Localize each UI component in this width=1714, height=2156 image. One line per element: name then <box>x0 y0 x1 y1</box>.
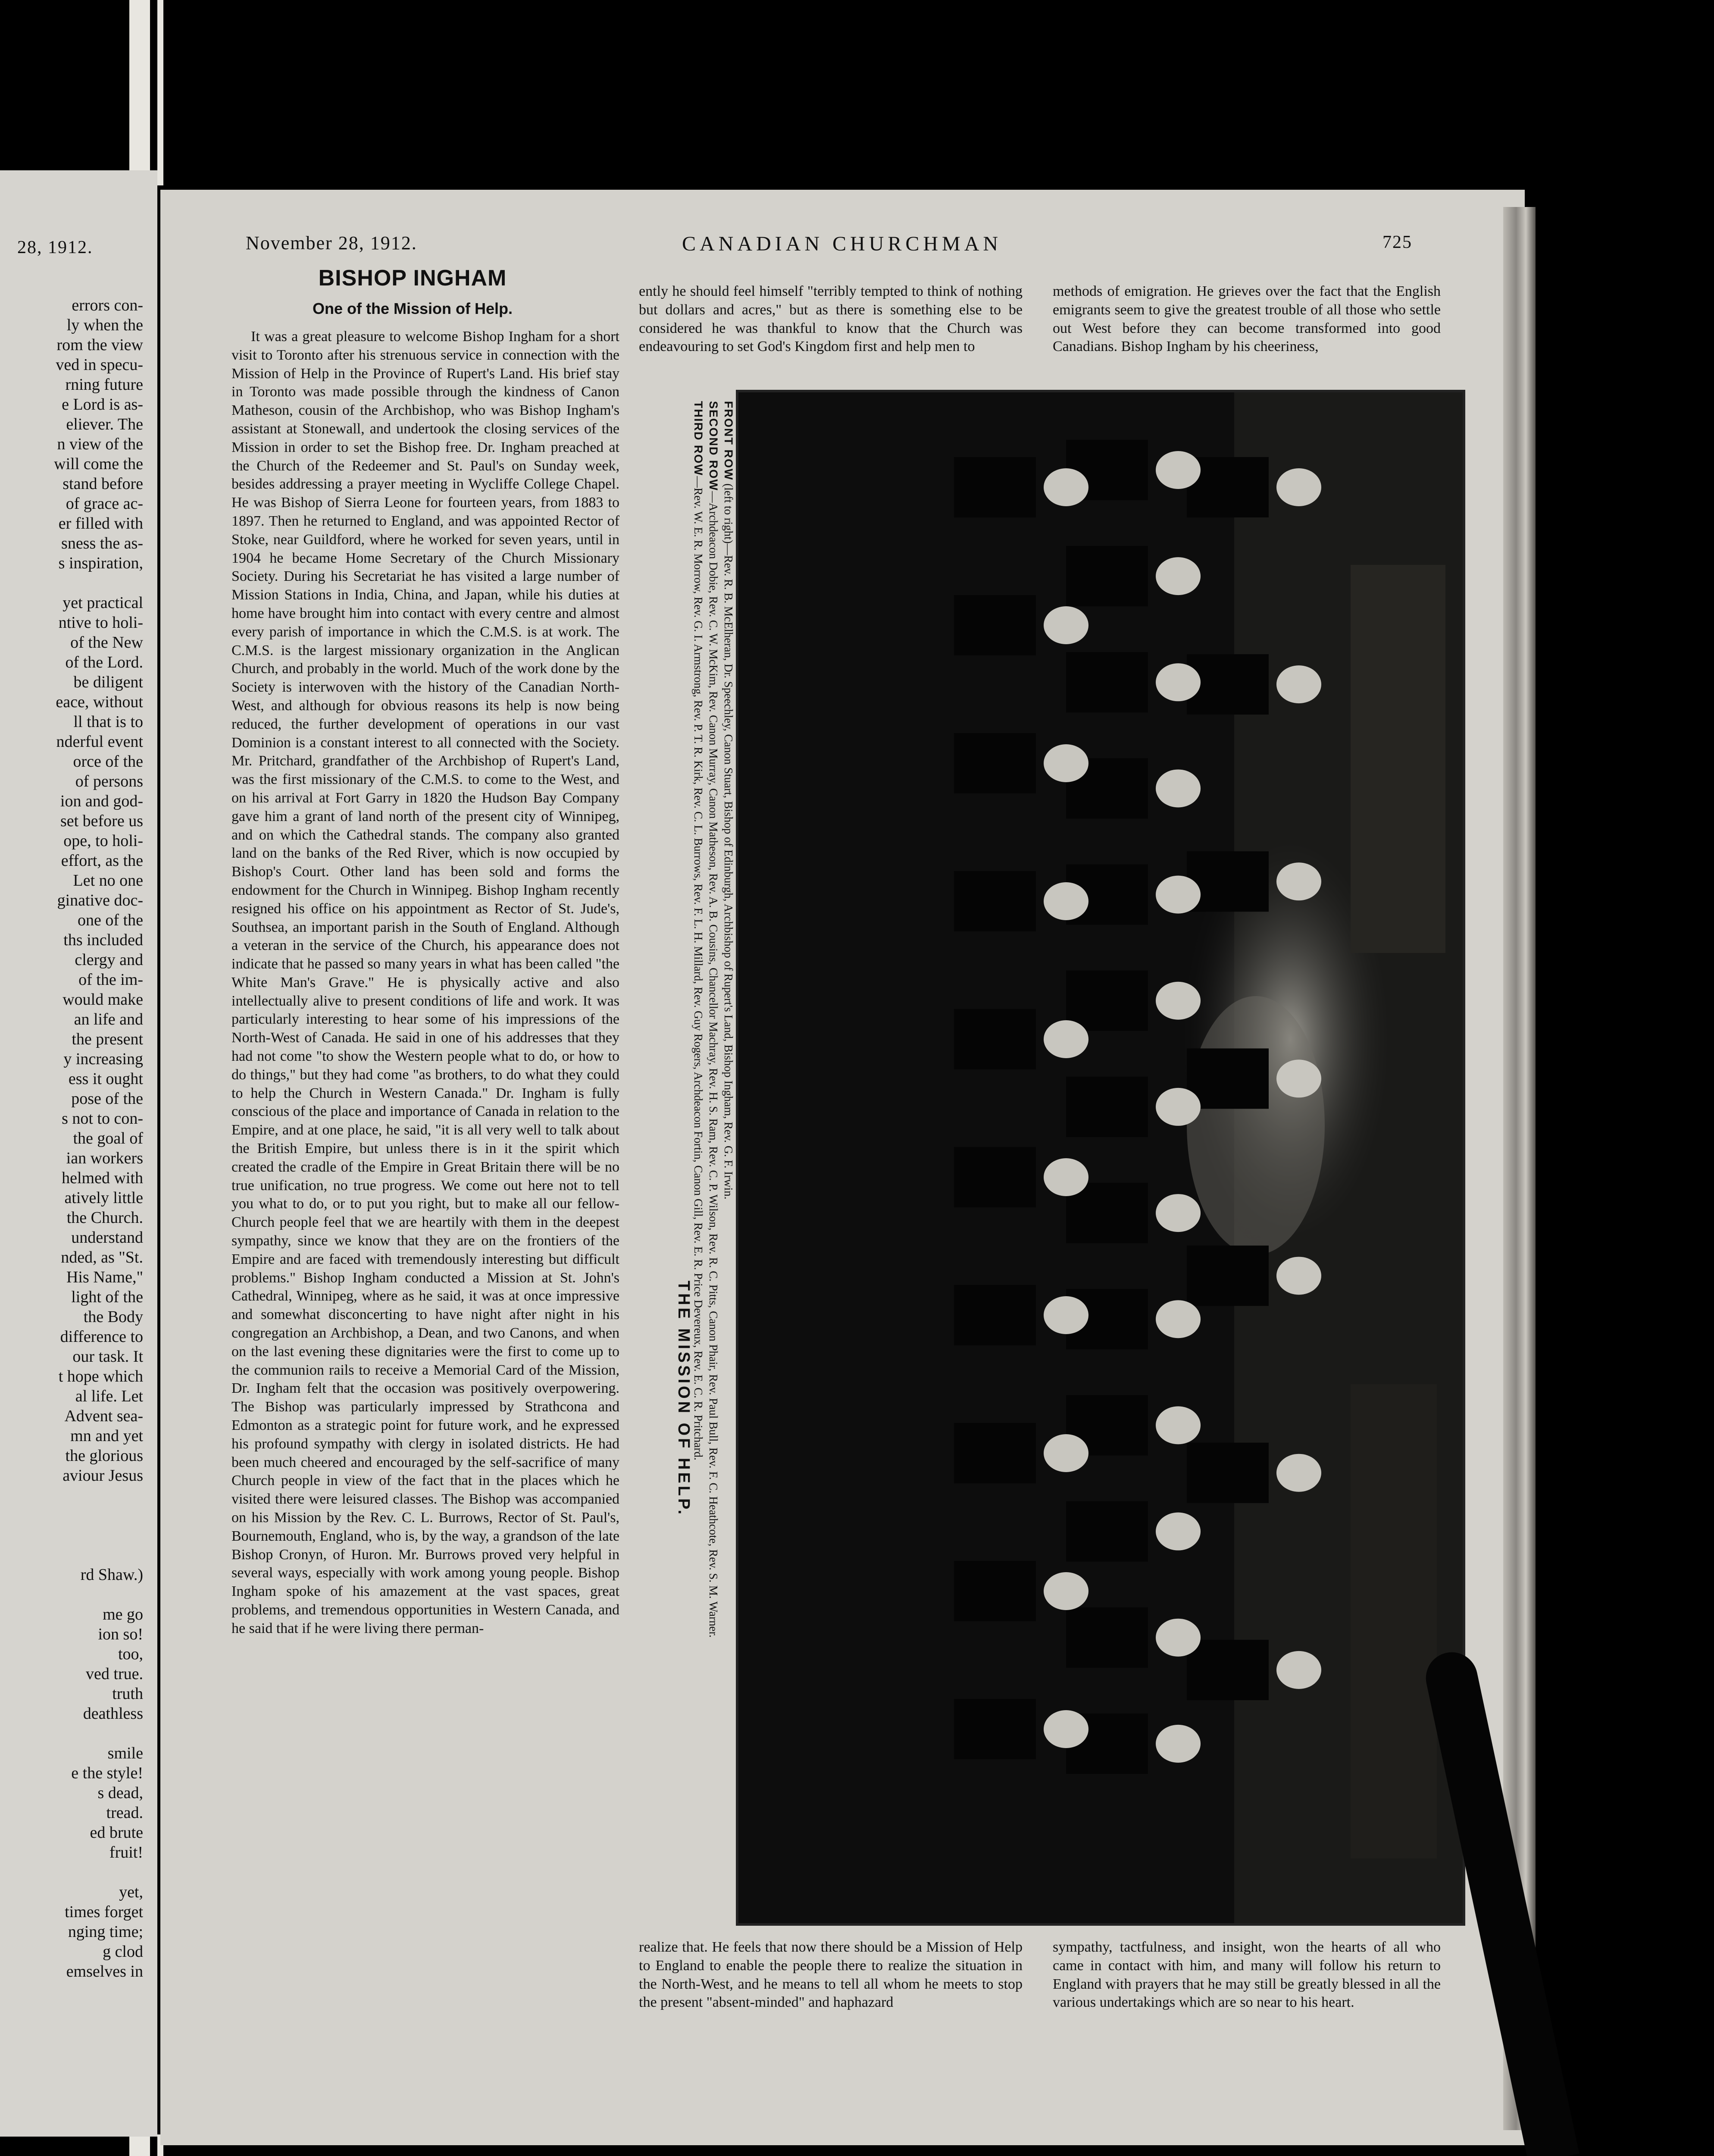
article-column-2-bottom <box>639 1938 1023 2012</box>
left-page-line: nging time; <box>68 1923 143 1941</box>
photo-face <box>1156 1300 1201 1338</box>
photo-face <box>1276 1651 1321 1689</box>
left-page-date: 28, 1912. <box>17 238 93 257</box>
article-body-continuation: ently he should feel himself "terribly tempted to think of nothing but dollars and acres," but as there is something else to be considered he was thankful to know that the Church was endeavouring to set God's Kingdom first and help men to <box>639 283 1023 355</box>
article-body-paragraph: It was a great pleasure to welcome Bishop Ingham for a short visit to Toronto after his strenuous service in connection with the Mission of Help in the Province of Rupert's Land. His brief stay in Toronto was made possible through the kindness of Canon Matheson, cousin of the Archbishop, who was Bishop Ingham's assistant at Stonewall, and undertook the closing services of the Mission in order to set the Bishop free. Dr. Ingham preached at the Church of the Redeemer and St. Paul's on Sunday week, besides addressing a prayer meeting in Wycliffe College Chapel. He was Bishop of Sierra Leone for fourteen years, from 1883 to 1897. Then he returned to England, and was appointed Rector of Stoke, near Guildford, where he worked for seven years, until in 1904 he became Home Secretary of the Church Missionary Society. During his Secretariat he has visited a large number of Mission Stations in India, China, and Japan, while his duties at home have brought him into contact with every centre and almost every parish of importance in which the C.M.S. is at work. The C.M.S. is the largest missionary organization in the Anglican Church, and probably in the world. Much of the work done by the Society is interwoven with the history of the Canadian North-West, and although for obvious reasons its help is now being reduced, the further development of operations in our vast Dominion is a constant interest to all connected with the Society. Mr. Pritchard, grandfather of the Archbishop of Rupert's Land, was the first missionary of the C.M.S. to come to the West, and on his arrival at Fort Garry in 1820 the Hudson Bay Company gave him a grant of land north of the present city of Winnipeg, and on which the Cathedral stands. The company also granted land on the banks of the Red River, which is now occupied by Bishop's Court. Other land has been sold and forms the endowment for the Church in Winnipeg. Bishop Ingham recently resigned his office on his appointment as Rector of St. Jude's, Southsea, an important parish in the South of England. Although a veteran in the service of the Church, his appearance does not indicate that he passed so many years in what has been called "the White Man's Grave." He is physically active and also intellectually alive to present conditions of life and work. It was particularly interesting to hear some of his impressions of the North-West of Canada. He said in one of his addresses that they had not come "to show the Western people what to do, or how to do things," but they had come "as brothers, to do what they could to help the Church in Western Canada." Dr. Ingham is fully conscious of the place and importance of Canada in relation to the Empire, and at one place, he said, "it is all very well to talk about the British Empire, but unless there is in it the spirit which created the cradle of the Empire in Great Britain there will be no true unification, no true progress. We come out here not to tell you what to do, or to put you right, but to make all our fellow-Church people feel that we are heartily with them in the deepest sympathy, since we know that they are on the frontiers of the Empire and are faced with tremendously interesting but difficult problems." Bishop Ingham conducted a Mission at St. John's Cathedral, Winnipeg, where as he said, it was at once impressive and somewhat disconcerting to have night after night in his congregation an Archbishop, a Dean, and two Canons, and when on the last evening these dignitaries were the first to come up to the communion rails to receive a Memorial Card of the Mission, Dr. Ingham felt that the occasion was positively overpowering. The Bishop was particularly impressed by Strathcona and Edmonton as a strategic point for future work, and he expressed his profound sympathy with clergy in isolated districts. He had been much cheered and encouraged by the self-sacrifice of many Church people in view of the fact that in the places which he visited there were leisured classes. The Bishop was accompanied on his Mission by the Rev. C. L. Burrows, Rector of St. Paul's, Bournemouth, England, who is, by the way, a grandson of the late Bishop Cronyn, of Huron. Mr. Burrows proved very helpful in several ways, especially with work among young people. Bishop Ingham spoke of his amazement at the vast spaces, great problems, and tremendous opportunities in Western Canada, and he said that if he were living there perman- <box>231 329 619 1636</box>
left-page-line: of the New <box>70 633 143 652</box>
left-page-line <box>0 1862 155 1882</box>
left-page-line: yet practical <box>63 594 143 612</box>
photo-face <box>1276 1454 1321 1492</box>
left-page-line: the present <box>72 1030 143 1048</box>
photo-face <box>1044 1710 1088 1748</box>
photo-title: THE MISSION OF HELP. <box>675 1281 693 1517</box>
left-page-line: the glorious <box>65 1447 143 1465</box>
left-page-line: al life. Let <box>75 1387 143 1405</box>
left-page-line: the Church. <box>66 1209 143 1227</box>
photo-face <box>1156 876 1201 914</box>
left-page-line: the goal of <box>73 1129 143 1147</box>
left-page-line: smile <box>107 1744 143 1762</box>
left-page-line: His Name," <box>66 1268 143 1286</box>
photo-face <box>1156 982 1201 1020</box>
article-column-1 <box>231 328 619 1638</box>
photo-face <box>1044 1434 1088 1472</box>
photo-figure-body <box>1187 1443 1269 1503</box>
left-page-line: ed brute <box>90 1824 143 1842</box>
film-edge-strip <box>129 0 150 185</box>
photo-face <box>1156 1513 1201 1551</box>
left-page-line: too, <box>118 1645 143 1663</box>
photo-figure-body <box>1187 1246 1269 1306</box>
left-page-line <box>0 1485 155 1505</box>
left-page-line: ly when the <box>66 316 143 334</box>
left-page-line: will come the <box>54 455 143 473</box>
group-photograph <box>736 390 1465 1926</box>
photo-face <box>1156 1725 1201 1763</box>
left-page-line: understand <box>71 1228 143 1247</box>
left-page-line: effort, as the <box>61 852 143 870</box>
left-page-line <box>0 1545 155 1565</box>
photo-face <box>1044 1572 1088 1610</box>
photo-figure-body <box>954 1009 1036 1069</box>
left-page-line: eliever. The <box>66 415 143 433</box>
photo-face <box>1156 1619 1201 1657</box>
photo-figure-body <box>1066 652 1148 712</box>
photo-face <box>1044 468 1088 506</box>
left-page-line: be diligent <box>73 673 143 691</box>
photo-figure-body <box>1066 1501 1148 1562</box>
photo-caption <box>691 401 736 1638</box>
left-page-line: ntive to holi- <box>58 614 143 632</box>
left-page-line: our task. It <box>72 1348 143 1366</box>
left-page-line: ess it ought <box>68 1070 143 1088</box>
left-page-line: nderful event <box>56 733 143 751</box>
left-page-line: me go <box>103 1605 143 1623</box>
left-page-line: s inspiration, <box>58 554 143 572</box>
left-page-line: clergy and <box>75 951 143 969</box>
photo-face <box>1156 451 1201 489</box>
left-page-line: times forget <box>65 1903 143 1921</box>
photo-face <box>1276 468 1321 506</box>
left-page-line: sness the as- <box>61 534 143 552</box>
left-page-line: s dead, <box>97 1784 143 1802</box>
photo-face <box>1276 862 1321 900</box>
left-page-line: one of the <box>78 911 143 929</box>
photo-face <box>1156 1406 1201 1444</box>
left-page-line: difference to <box>60 1328 143 1346</box>
photo-figure-body <box>954 871 1036 931</box>
left-page-line: yet, <box>119 1883 143 1901</box>
photo-figure-body <box>1187 851 1269 912</box>
left-page-text <box>0 295 155 1981</box>
left-page-line: rd Shaw.) <box>80 1566 143 1584</box>
photo-face <box>1044 744 1088 782</box>
left-page-line: e Lord is as- <box>62 395 143 414</box>
left-page-line: ved in specu- <box>56 356 143 374</box>
left-page-line: stand before <box>63 475 143 493</box>
left-page-line: atively little <box>64 1189 143 1207</box>
caption-second-row: SECOND ROW—Archdeacon Dobie, Rev. C. W. McKim, Rev. Canon Murray, Canon Matheson, Rev. A. B. Cousins, Chancellor Machray, Rev. H. S. Ram, Rev. C. P. Wilson, Rev. R. C. Pitts, Canon Phair, Rev. Paul Bull, Rev. F. C. Heathcote, Rev. S. M. Warner. <box>707 401 720 1638</box>
article-subhead: One of the Mission of Help. <box>312 300 513 317</box>
photo-figure-body <box>954 733 1036 793</box>
article-body-continuation: methods of emigration. He grieves over the fact that the English emigrants seem to give the greatest trouble of all those who settle out West before they can become transformed into good Canadians. Bishop Ingham by his cheeriness, <box>1053 283 1441 355</box>
photo-figure-body <box>954 457 1036 517</box>
photo-face <box>1044 606 1088 644</box>
photo-face <box>1156 1088 1201 1126</box>
left-page-line: fruit! <box>109 1843 143 1861</box>
left-page-line: mn and yet <box>70 1427 143 1445</box>
photo-face <box>1044 1158 1088 1196</box>
left-page-line <box>0 1724 155 1743</box>
newspaper-page <box>160 190 1525 2145</box>
article-column-3-top <box>1053 282 1441 356</box>
article-body-continuation: sympathy, tactfulness, and insight, won the hearts of all who came in contact with him, and many will follow his return to England with prayers that he may still be greatly blessed in all the various undertakings which are so near to his heart. <box>1053 1939 1441 2011</box>
left-page-line: ope, to holi- <box>63 832 143 850</box>
left-page-line: an life and <box>74 1010 143 1028</box>
film-edge-strip <box>129 2134 150 2156</box>
left-page-line: orce of the <box>73 752 143 771</box>
photo-face <box>1276 665 1321 703</box>
photo-face <box>1044 1296 1088 1334</box>
left-page-line: tread. <box>106 1804 143 1822</box>
photo-face <box>1156 663 1201 701</box>
left-page-line: Advent sea- <box>64 1407 143 1425</box>
photo-figure-body <box>1066 971 1148 1031</box>
left-page-line: rning future <box>65 376 143 394</box>
left-page-line: ll that is to <box>73 713 143 731</box>
left-page-line: set before us <box>60 812 143 830</box>
left-page-line: g clod <box>103 1943 143 1961</box>
left-page-line: ginative doc- <box>57 891 143 909</box>
left-page-line: t hope which <box>58 1367 143 1385</box>
left-page-line: of persons <box>75 772 143 790</box>
photo-figure-body <box>1066 546 1148 606</box>
group-photo-image <box>738 392 1463 1923</box>
left-page-line: helmed with <box>62 1169 143 1187</box>
left-page-line: n view of the <box>57 435 143 453</box>
article-column-2-top <box>639 282 1023 356</box>
left-page-line: emselves in <box>66 1962 143 1981</box>
photo-face <box>1044 1020 1088 1058</box>
left-page-line: pose of the <box>71 1090 143 1108</box>
left-page-line: s not to con- <box>62 1109 143 1128</box>
article-column-3-bottom <box>1053 1938 1441 2012</box>
left-page-line: of grace ac- <box>66 495 143 513</box>
masthead-title: CANADIAN CHURCHMAN <box>682 232 1002 255</box>
left-page-line: e the style! <box>71 1764 143 1782</box>
photo-face <box>1156 557 1201 595</box>
left-page-line: y increasing <box>63 1050 143 1068</box>
left-page-line: eace, without <box>56 693 143 711</box>
left-page-line: aviour Jesus <box>63 1467 143 1485</box>
left-page-line: of the im- <box>78 971 143 989</box>
photo-face <box>1044 882 1088 920</box>
left-page-line <box>0 573 155 593</box>
left-page-line: ion and god- <box>60 792 143 810</box>
left-page-line: truth <box>112 1685 143 1703</box>
left-facing-page <box>0 170 157 2137</box>
photo-figure-body <box>1066 1608 1148 1668</box>
left-page-line: Let no one <box>73 871 143 890</box>
left-page-line <box>0 1525 155 1545</box>
page-number: 725 <box>1382 232 1412 252</box>
film-edge-strip <box>157 0 163 185</box>
left-page-line: nded, as "St. <box>61 1248 143 1266</box>
left-page-line: ved true. <box>86 1665 143 1683</box>
left-page-line: ian workers <box>66 1149 143 1167</box>
photo-figure-body <box>1187 1048 1269 1109</box>
photo-figure-body <box>954 1147 1036 1207</box>
caption-third-row: THIRD ROW—Rev. W. E. R. Morrow, Rev. G. I. Armstrong, Rev. P. T. R. Kirk, Rev. C. L. Burrows, Rev. F. L. H. Millard, Rev. Guy Rogers, Archdeacon Fortin, Canon Gill, Rev. E. R. Price Devereux, Rev. E. C. R. Pritchard. <box>692 401 705 1460</box>
photo-face <box>1276 1257 1321 1295</box>
photo-figure-body <box>954 1699 1036 1759</box>
article-body-continuation: realize that. He feels that now there should be a Mission of Help to England to enable the people there to realize the situation in the North-West, and he means to tell all whom he meets to stop the present "absent-minded" and haphazard <box>639 1939 1023 2011</box>
photo-figure-body <box>954 1561 1036 1621</box>
photo-figure-body <box>954 595 1036 655</box>
photo-face <box>1156 769 1201 807</box>
left-page-line: of the Lord. <box>65 653 143 671</box>
issue-date: November 28, 1912. <box>246 232 417 254</box>
photo-figure-body <box>1187 1640 1269 1700</box>
left-page-line: er filled with <box>58 514 143 533</box>
left-page-line: light of the <box>71 1288 143 1306</box>
left-page-line <box>0 1505 155 1525</box>
photo-figure-body <box>1066 1077 1148 1137</box>
left-page-line: errors con- <box>72 296 143 314</box>
caption-front-row: FRONT ROW (left to right)—Rev. R. B. McElheran, Dr. Speechley, Canon Stuart, Bishop of Edinburgh, Archbishop of Rupert's Land, Bishop Ingham, Rev. G. F. Irwin. <box>722 401 735 1200</box>
photo-face <box>1276 1059 1321 1097</box>
photo-face <box>1156 1194 1201 1232</box>
photo-figure-body <box>954 1423 1036 1483</box>
left-page-line: the Body <box>83 1308 143 1326</box>
left-page-line: ion so! <box>98 1625 143 1643</box>
left-page-line: deathless <box>83 1705 143 1723</box>
left-page-line <box>0 1585 155 1604</box>
left-page-line: rom the view <box>56 336 143 354</box>
photo-figure-body <box>954 1285 1036 1345</box>
article-headline: BISHOP INGHAM <box>318 266 507 291</box>
left-page-line: ths included <box>63 931 143 949</box>
left-page-line: would make <box>63 990 143 1009</box>
